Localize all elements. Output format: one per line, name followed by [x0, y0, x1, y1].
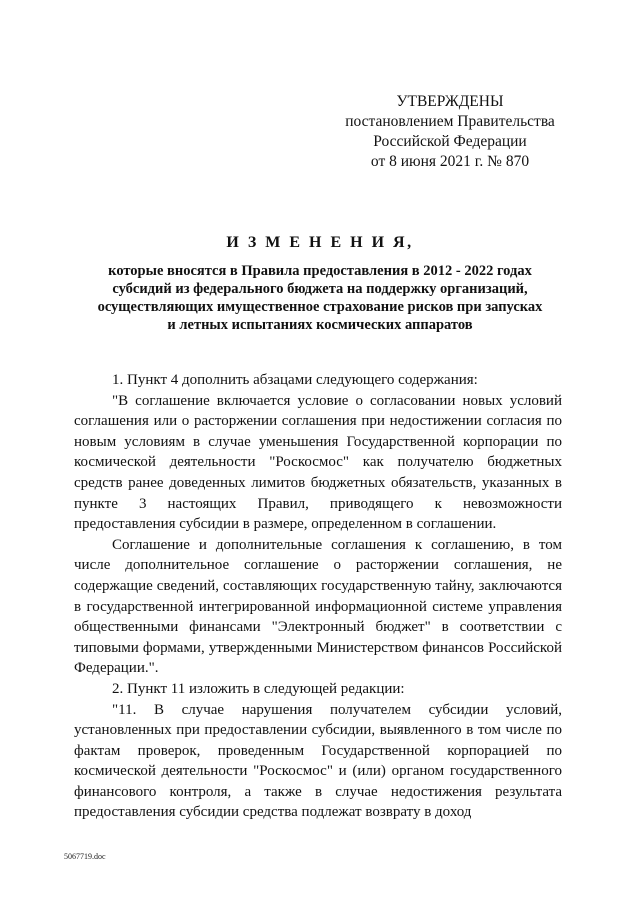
subtitle-line: и летных испытаниях космических аппаратов: [167, 317, 473, 333]
document-title: И З М Е Н Е Н И Я,: [226, 234, 414, 251]
subtitle-line: субсидий из федерального бюджета на поддержку организаций,: [112, 281, 528, 297]
document-file-code: 5067719.doc: [64, 852, 106, 861]
approval-line-2: Российской Федерации: [373, 133, 527, 150]
paragraph-quote-2: Соглашение и дополнительные соглашения к соглашению, в том числе дополнительное соглашение о расторжении соглашения, не содержащие сведений, составляющих государственную тайну, заключаются в государственной интегрированной информационной системе управления общественными финансами "Электронный бюджет" в соответствии с типовыми формами, утвержденными Министерством финансов Российской Федерации.".: [74, 536, 562, 677]
approval-block: [330, 92, 570, 172]
paragraph-item-2: 2. Пункт 11 изложить в следующей редакции:: [112, 680, 405, 697]
paragraph-item-1: 1. Пункт 4 дополнить абзацами следующего содержания:: [112, 372, 478, 388]
document-subtitle: [60, 262, 580, 334]
subtitle-line: которые вносятся в Правила предоставления в 2012 - 2022 годах: [108, 263, 532, 279]
approved-heading: УТВЕРЖДЕНЫ: [396, 93, 504, 110]
document-body: [74, 370, 562, 823]
paragraph-quote-1: "В соглашение включается условие о согласовании новых условий соглашения или о расторжении соглашения при недостижении согласия по новым условиям в случае уменьшения Государственной корпорации по космической деятельности "Роскосмос" как получателю бюджетных средств ранее доведенных лимитов бюджетных обязательств, указанных в пункте 3 настоящих Правил, приводящего к невозможности предоставления субсидии в размере, определенном в соглашении.: [74, 392, 562, 533]
paragraph-quote-3: "11. В случае нарушения получателем субсидии условий, установленных при предоставлении субсидии, выявленного в том числе по фактам проверок, проведенным Государственной корпорацией по космической деятельности "Роскосмос" и (или) органом государственного финансового контроля, а также в случае недостижения результата предоставления субсидии средства подлежат возврату в доход: [74, 701, 562, 821]
approval-line-1: постановлением Правительства: [345, 113, 555, 130]
subtitle-line: осуществляющих имущественное страхование рисков при запусках: [97, 299, 543, 315]
approval-line-3: от 8 июня 2021 г. № 870: [370, 153, 530, 170]
